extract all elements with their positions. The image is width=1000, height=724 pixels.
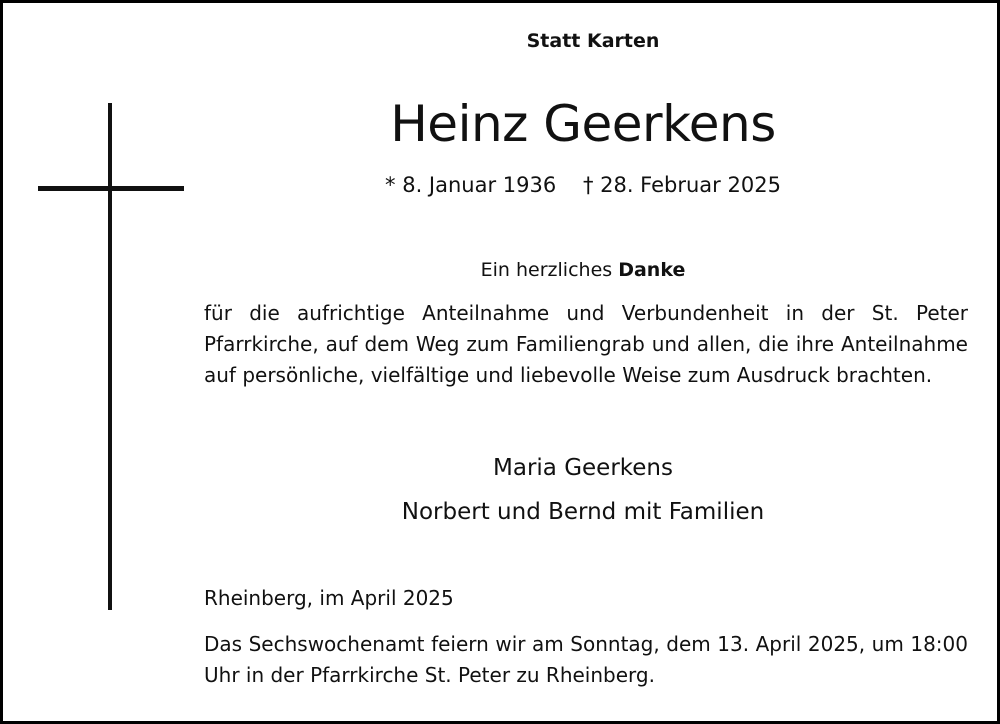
deceased-name: Heinz Geerkens [390,95,776,153]
thanks-prefix: Ein herzliches [480,259,619,281]
cross-icon [108,103,112,610]
thanks-heading [333,259,833,281]
death-date: † 28. Februar 2025 [582,173,781,197]
cross-icon-bar [38,186,184,191]
signature-primary: Maria Geerkens [493,455,673,481]
signature-family: Norbert und Bernd mit Familien [401,499,765,525]
thanks-paragraph: für die aufrichtige Anteilnahme und Verbundenheit in der St. Peter Pfarrkirche, auf dem Weg zum Familiengrab und allen, die ihre Anteilnahme auf persönliche, vielfältige und liebevolle Weise zum Ausdruck brachten. [204,301,968,387]
place-date: Rheinberg, im April 2025 [204,586,454,610]
birth-date: * 8. Januar 1936 [385,173,557,197]
service-paragraph: Das Sechswochenamt feiern wir am Sonntag, dem 13. April 2025, um 18:00 Uhr in der Pfarrkirche St. Peter zu Rheinberg. [204,632,968,687]
thanks-bold: Danke [618,259,686,281]
header-note: Statt Karten [526,30,660,52]
life-dates [333,173,833,197]
